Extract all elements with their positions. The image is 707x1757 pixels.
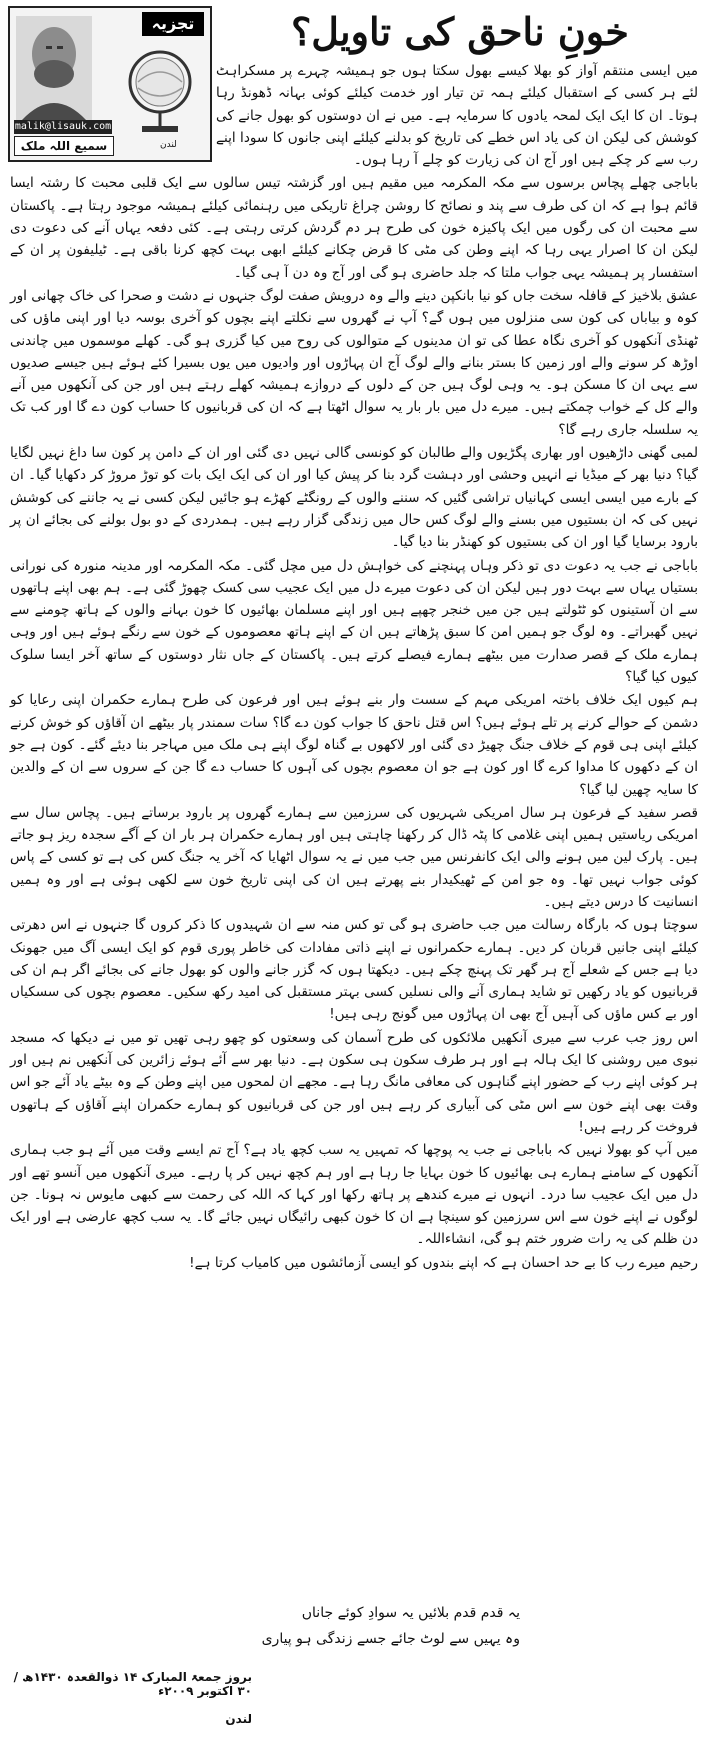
article-date: بروز جمعۃ المبارک ۱۴ ذوالقعدہ ۱۴۳۰ھ / ۳۰ اکتوبر ۲۰۰۹ء: [13, 1670, 252, 1698]
column-label: تجزیہ: [142, 12, 204, 36]
closing-verse: [220, 1600, 520, 1652]
author-name: سمیع اللہ ملک: [14, 136, 114, 156]
article-body: [10, 60, 698, 1275]
article-paragraph: باباجی چھلے پچاس برسوں سے مکہ المکرمہ میں مقیم ہیں اور گزشتہ تیس سالوں سے ایک قلبی محبت کا رشتہ ایسا قائم ہوا ہے کہ ان کی طرف سے پند و نصائح کا روشن چراغ تاریکی میں رہنمائی کیلئے ہمیشہ موجود رہتا ہے۔ پاکستان سے محبت ان کی رگوں میں ایک پاکیزہ خون کی طرح ہر دم گردش کرتی رہتی ہے۔ کئی دفعہ یہاں آنے کی دعوت دی لیکن ان کا اصرار یہی رہا کہ اپنے وطن کی مٹی کا قرض چکانے کیلئے ابھی بہت کچھ کرنا باقی ہے۔ ٹیلیفون پر ان کے استفسار پر ہمیشہ یہی جواب ملتا کہ جلد حاضری ہو گی اور آج وہ دن آ ہی گیا۔: [10, 175, 698, 281]
article-paragraph: عشق بلاخیز کے قافلہ سخت جاں کو نیا بانکپن دینے والے وہ درویش صفت لوگ جنہوں نے دشت و صحرا کی خاک چھانی اور کوہ و بیاباں کی کون سی منزلوں میں ہوں گے؟ آپ نے گھروں سے نکلتے اپنے بچوں کو آخری بوسہ دیا اور اپنی ماؤں کی ٹھنڈی آنکھوں کو آخری نگاہ عطا کی تو ان مدینوں کے متوالوں کی روح میں کیا گزری ہو گی۔ کھلے موسموں میں چاندنی اوڑھ کر سونے والے اور زمین کا بستر بنانے والے لوگ آج ان پہاڑوں اور وادیوں میں یوں بسیرا کئے ہوئے ہیں جیسے صدیوں سے یہی ان کا مسکن ہو۔ یہ وہی لوگ ہیں جن کے دلوں کے دروازے ہمیشہ کھلے رہتے ہیں اور جن کی آنکھوں میں آنے والے کل کے خواب چمکتے ہیں۔ میرے دل میں بار بار یہ سوال اٹھتا ہے کہ ان کی قربانیوں کا حساب کون دے گا اور کب تک یہ سلسلہ جاری رہے گا؟: [10, 287, 698, 438]
article-paragraph: اس روز جب عرب سے میری آنکھیں ملائکوں کی طرح آسمان کی وسعتوں کو چھو رہی تھیں تو میں نے دیکھا کہ مسجد نبوی میں روشنی کا ایک ہالہ ہے اور ہر طرف سکون ہی سکون ہے۔ دنیا بھر سے آئے ہوئے زائرین کی آنکھیں نم ہیں اور ہر کوئی اپنے رب کے حضور اپنے گناہوں کی معافی مانگ رہا ہے۔ مجھے ان لمحوں میں اپنے وطن کے وہ بیٹے یاد آئے جو اس وقت بھی اپنے خون سے اس مٹی کی آبیاری کر رہے ہیں اور جن کی قربانیوں کو ہمارے حکمران اپنے آقاؤں کے ہاتھوں فروخت کر رہے ہیں!: [10, 1029, 698, 1135]
article-paragraph: باباجی نے جب یہ دعوت دی تو ذکر وہاں پہنچنے کی خواہش دل میں مچل گئی۔ مکہ المکرمہ اور مدینہ منورہ کی نورانی بستیاں یہاں سے بہت دور ہیں لیکن ان کی دعوت میرے دل میں ایک عجیب سی کسک چھوڑ گئی ہے۔ ہم بھی اپنے ہاتھوں سے ان آستینوں کو ٹٹولتے ہیں جن میں خنجر چھپے ہیں اور اپنے مسلمان بھائیوں کا خون بہانے والوں کے ہاتھ چومنے سے نہیں گھبراتے۔ وہ لوگ جو ہمیں امن کا سبق پڑھاتے ہیں ان کے اپنے ہاتھ معصوموں کے خون سے رنگے ہوئے ہیں اور وہی ہمارے ملک کے قصر صدارت میں بیٹھے ہمارے فیصلے کرتے ہیں۔ پاکستان کے جاں نثار دوستوں کے ساتھ آخر ایسا سلوک کیوں کیا گیا؟: [10, 557, 698, 686]
article-paragraph: میں ایسی منتقم آواز کو بھلا کیسے بھول سکتا ہوں جو ہمیشہ چہرے پر مسکراہٹ لئے ہر کسی کے استقبال کیلئے ہمہ تن تیار اور خدمت کیلئے کوئی بہانہ ڈھونڈ رہا ہوتا۔ ان کا ایک ایک لمحہ یادوں کا سرمایہ ہے۔ میں نے ان دوستوں کو بھول جانے کی کوشش کی لیکن ان کی یاد اس خطے کی تاریخ کو بدلنے کیلئے اپنی جانوں کا سودا اپنے رب سے کر چکے ہیں اور آج ان کی زیارت کو چلے آ رہا ہوں۔: [216, 63, 698, 169]
verse-line: وہ یہیں سے لوٹ جائے جسے زندگی ہو پیاری: [261, 1631, 520, 1647]
article-headline: خونِ ناحق کی تاویل؟: [291, 9, 629, 54]
article-paragraph: سوچتا ہوں کہ بارگاہ رسالت میں جب حاضری ہو گی تو کس منہ سے ان شہیدوں کا ذکر کروں گا جنہوں نے اس دھرتی کیلئے اپنی جانیں قربان کر دیں۔ ہمارے حکمرانوں نے اپنے ذاتی مفادات کی خاطر پوری قوم کو ایک ایسی آگ میں جھونک دیا ہے جس کے شعلے آج ہر گھر تک پہنچ چکے ہیں۔ دیکھتا ہوں کہ گزر جانے والوں کو بھول جانے کی بجائے اگر ہم ان کی قربانیوں کو یاد رکھیں تو شاید ہماری آنے والی نسلیں کسی بہتر مستقبل کی امید رکھ سکیں۔ معصوم بچوں کی سسکیاں اور بے کس ماؤں کی آہیں آج بھی ان پہاڑوں میں گونج رہی ہیں!: [10, 917, 698, 1023]
author-email: malik@lisauk.com: [14, 121, 112, 132]
verse-line: یہ قدم قدم بلائیں یہ سوادِ کوئے جاناں: [301, 1605, 520, 1621]
article-paragraph: لمبی گھنی داڑھیوں اور بھاری پگڑیوں والے طالبان کو کونسی گالی نہیں دی گئی اور ان کے دامن پر کون سا داغ نہیں لگایا گیا؟ دنیا بھر کے میڈیا نے انہیں وحشی اور دہشت گرد بنا کر پیش کیا اور ان کی ایک ایک بات کو توڑ مروڑ کر دکھایا گیا۔ ان کے بارے میں ایسی ایسی کہانیاں تراشی گئیں کہ سننے والوں کے رونگٹے کھڑے ہو جائیں لیکن کسی نے یہ جاننے کی کوشش نہیں کی کہ ان بستیوں میں بسنے والے لوگ کس حال میں زندگی گزار رہے ہیں۔ ہمدردی کے دو بول بولنے کی بجائے ان پر بارود برسایا گیا اور ان کی بستیوں کو کھنڈر بنا دیا گیا۔: [10, 445, 698, 551]
column-city: لندن: [160, 140, 177, 150]
article-paragraph: قصر سفید کے فرعون ہر سال امریکی شہریوں کی سرزمین سے ہمارے گھروں پر بارود برساتے ہیں۔ پچاس سال سے امریکی ریاستیں ہمیں اپنی غلامی کا پٹہ ڈال کر رکھنا چاہتی ہیں اور ہمارے حکمران ہر بار ان کے آگے سجدہ ریز ہو جاتے ہیں۔ پارک لین میں ہونے والی ایک کانفرنس میں جب میں نے یہ سوال اٹھایا کہ آخر یہ جنگ کس کی ہے تو کسی کے پاس کوئی جواب نہیں تھا۔ وہ جو امن کے ٹھیکیدار بنے پھرتے ہیں ان کی اپنی تاریخ خون سے لکھی ہوئی ہے اور وہ ہمیں انسانیت کا درس دیتے ہیں۔: [10, 804, 698, 910]
article-paragraph: میں آپ کو بھولا نہیں کہ باباجی نے جب یہ پوچھا کہ تمہیں یہ سب کچھ یاد ہے؟ آج تم ایسے وقت میں آئے ہو جب ہماری آنکھوں کے سامنے ہمارے ہی بھائیوں کا خون بہایا جا رہا ہے اور ہم کچھ نہیں کر پا رہے۔ میری آنکھوں میں آنسو تھے اور دل میں ایک عجیب سا درد۔ انہوں نے میرے کندھے پر ہاتھ رکھا اور کہا کہ اللہ کی رحمت سے کبھی مایوس نہ ہونا۔ جن لوگوں نے اپنے خون سے اس سرزمین کو سینچا ہے ان کا خون کبھی رائیگاں نہیں جائے گا۔ یہ سب کچھ عارضی ہے اور ایک دن ظلم کی یہ رات ضرور ختم ہو گی، انشاءاللہ۔: [10, 1142, 698, 1248]
article-city: لندن: [225, 1712, 252, 1726]
article-paragraph: رحیم میرے رب کا بے حد احسان ہے کہ اپنے بندوں کو ایسی آزمائشوں میں کامیاب کرتا ہے!: [189, 1254, 698, 1271]
article-paragraph: ہم کیوں ایک خلاف باختہ امریکی مہم کے سست وار بنے ہوئے ہیں اور فرعون کی طرح ہمارے حکمران اپنی رعایا کو دشمن کے حوالے کرنے پر تلے ہوئے ہیں؟ اس قتل ناحق کا جواب کون دے گا؟ سات سمندر پار بیٹھے ان آقاؤں کو خوش کرنے کیلئے اپنی ہی قوم کے خلاف جنگ چھیڑ دی گئی اور لاکھوں بے گناہ لوگ اپنے ہی ملک میں مہاجر بنا دیئے گئے۔ کون ہے جو ان کے دکھوں کا مداوا کرے گا اور کون ہے جو ان معصوم بچوں کی آہوں کا حساب دے گا جن کے سروں سے ان کے والدین کا سایہ چھین لیا گیا؟: [10, 692, 698, 798]
